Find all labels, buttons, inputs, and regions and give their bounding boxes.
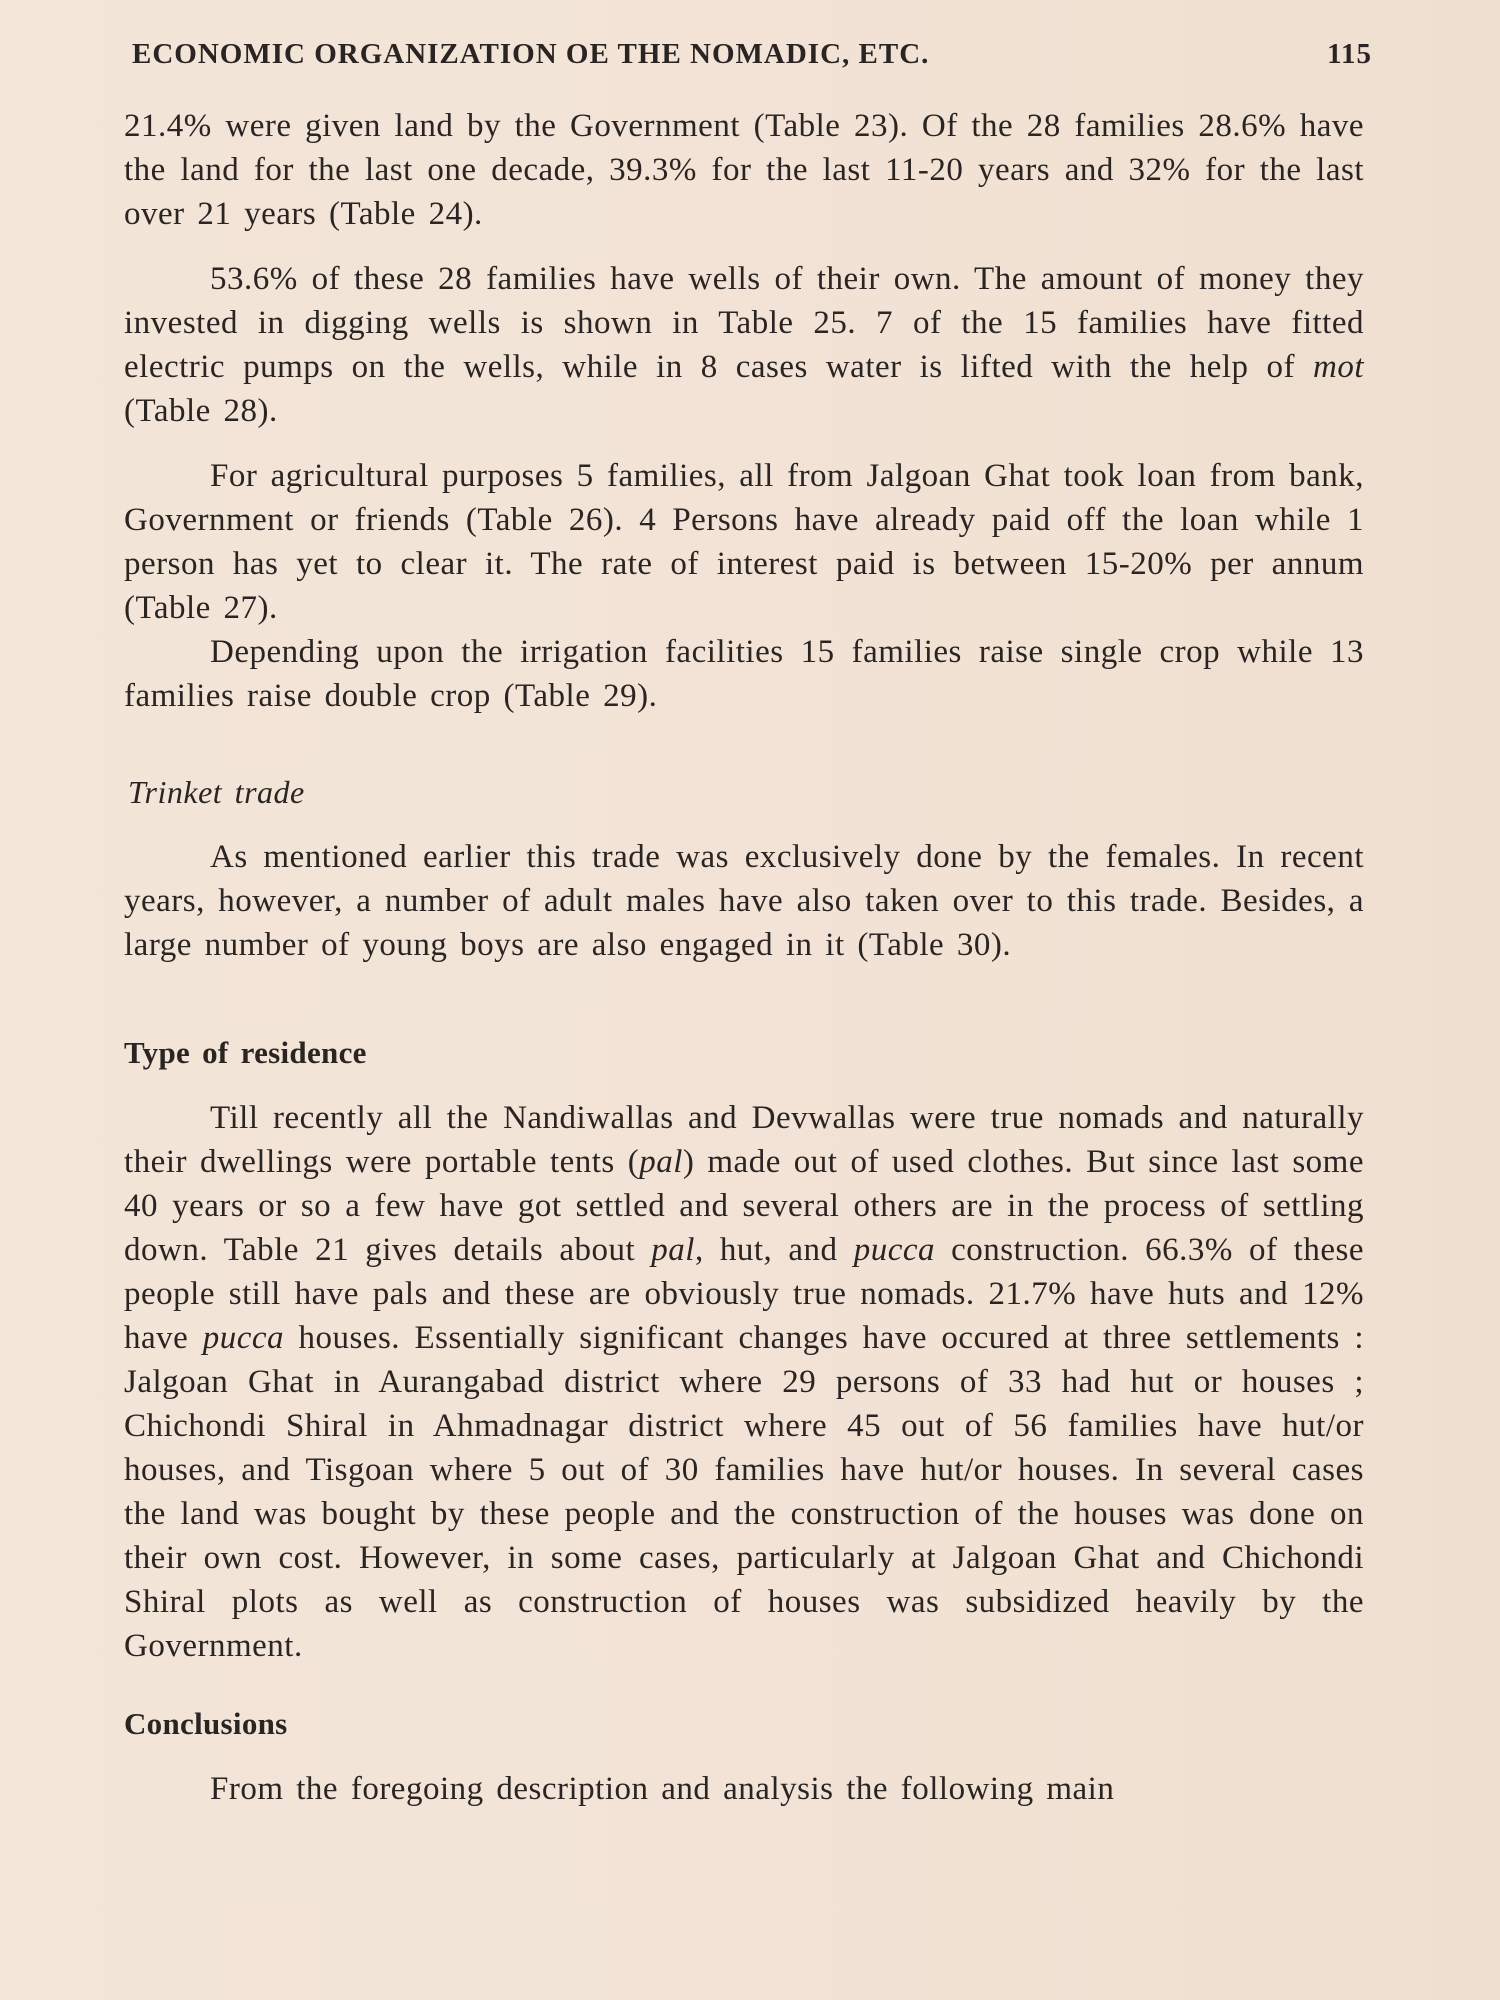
paragraph-wells-text: 53.6% of these 28 families have wells of their own. The amount of money they invested in digging wells is shown in Table 25. 7 of the 15 families have fitted electric pumps on the wells, while in 8 cases water is lifted with the help of	[124, 261, 1364, 385]
term-mot: mot	[1313, 349, 1364, 385]
term-pal-2: pal	[651, 1232, 695, 1268]
residence-text-2: ) made out of used clothes. But since last some 40 years or so a few have got settled and several others are in the process of settling down. Table 21 gives details about	[124, 1144, 1364, 1268]
term-pal-1: pal	[639, 1144, 683, 1180]
body-text	[124, 104, 1364, 1811]
running-title: ECONOMIC ORGANIZATION OE THE NOMADIC, ETC.	[132, 38, 930, 70]
paragraph-wells	[124, 257, 1364, 433]
paragraph-wells-end: (Table 28).	[124, 393, 278, 429]
heading-type-of-residence: Type of residence	[124, 1035, 367, 1070]
residence-text-5: houses. Essentially significant changes have occured at three settlements : Jalgoan Ghat in Aurangabad district where 29 persons of 33 had hut or houses ; Chichondi Shiral in Ahmadnagar district where 45 out of 56 families have hut/or houses, and Tisgoan where 5 out of 30 families have hut/or houses. In several cases the land was bought by these people and the construction of the houses was done on their own cost. However, in some cases, particularly at Jalgoan Ghat and Chichondi Shiral plots as well as construction of houses was subsidized heavily by the Government.	[124, 1320, 1364, 1664]
page-number: 115	[1327, 38, 1372, 70]
paragraph-crops: Depending upon the irrigation facilities 15 families raise single crop while 13 families raise double crop (Table 29).	[124, 634, 1364, 714]
running-header	[132, 38, 1378, 71]
heading-conclusions: Conclusions	[124, 1706, 288, 1741]
paragraph-conclusions: From the foregoing description and analysis the following main	[210, 1771, 1115, 1807]
residence-text-4: construction. 66.3% of these people still have pals and these are obviously true nomads. 21.7% have huts and 12% have	[124, 1232, 1364, 1356]
heading-trinket-trade: Trinket trade	[128, 774, 305, 810]
paragraph-trinket-trade: As mentioned earlier this trade was exclusively done by the females. In recent years, however, a number of adult males have also taken over to this trade. Besides, a large number of young boys are also engaged in it (Table 30).	[124, 839, 1364, 963]
paragraph-land-ownership: 21.4% were given land by the Government (Table 23). Of the 28 families 28.6% have the land for the last one decade, 39.3% for the last 11-20 years and 32% for the last over 21 years (Table 24).	[124, 108, 1364, 232]
term-pucca-2: pucca	[202, 1320, 285, 1356]
residence-text-1: Till recently all the Nandiwallas and Devwallas were true nomads and naturally their dwellings were portable tents (	[124, 1100, 1364, 1180]
term-pucca-1: pucca	[853, 1232, 935, 1268]
paragraph-residence	[124, 1096, 1364, 1668]
residence-text-3: , hut, and	[694, 1232, 854, 1268]
paragraph-loans: For agricultural purposes 5 families, all from Jalgoan Ghat took loan from bank, Government or friends (Table 26). 4 Persons have already paid off the loan while 1 person has yet to clear it. The rate of interest paid is between 15-20% per annum (Table 27).	[124, 458, 1364, 626]
